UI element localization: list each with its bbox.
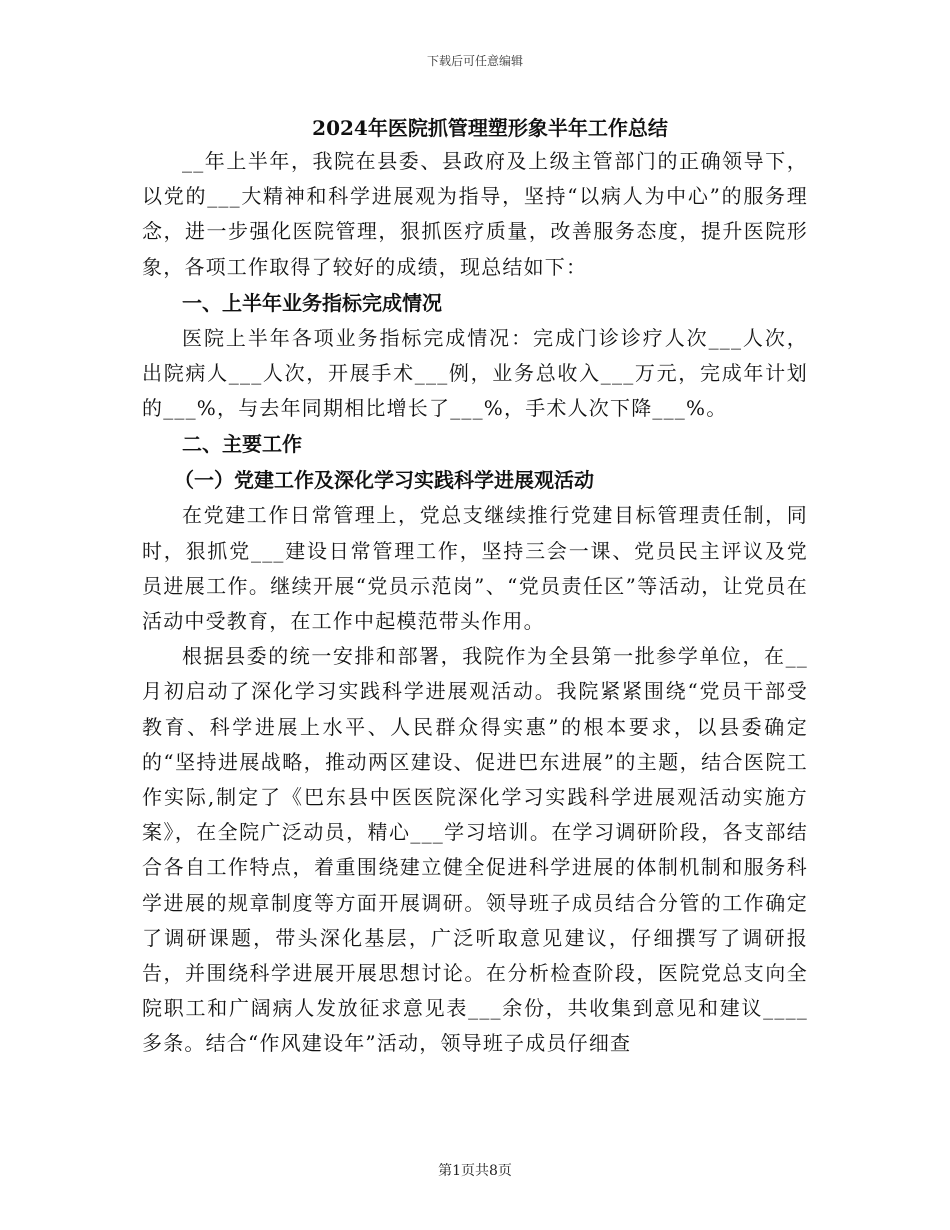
section-heading-1: 一、上半年业务指标完成情况 <box>182 290 442 315</box>
intro-paragraph: __年上半年，我院在县委、县政府及上级主管部门的正确领导下，以党的___大精神和科学进展观为指导，坚持“以病人为中心”的服务理念，进一步强化医院管理，狠抓医疗质量，改善服务态度，提升医院形象，各项工作取得了较好的成绩，现总结如下： <box>142 149 808 279</box>
document-title: 2024年医院抓管理塑形象半年工作总结 <box>312 116 668 140</box>
section-heading-2: 二、主要工作 <box>182 432 302 457</box>
indicators-paragraph: 医院上半年各项业务指标完成情况：完成门诊诊疗人次___人次，出院病人___人次，开展手术___例，业务总收入___万元，完成年计划的___%，与去年同期相比增长了___%，手术人次下降___%。 <box>142 325 808 421</box>
party-building-paragraph: 在党建工作日常管理上，党总支继续推行党建目标管理责任制，同时，狠抓党___建设日常管理工作，坚持三会一课、党员民主评议及党员进展工作。继续开展“党员示范岗”、“党员责任区”等活动，让党员在活动中受教育，在工作中起模范带头作用。 <box>142 503 808 634</box>
study-activity-paragraph: 根据县委的统一安排和部署，我院作为全县第一批参学单位，在__月初启动了深化学习实践科学进展观活动。我院紧紧围绕“党员干部受教育、科学进展上水平、人民群众得实惠”的根本要求，以县委确定的“坚持进展战略，推动两区建设、促进巴东进展”的主题，结合医院工作实际,制定了《巴东县中医医院深化学习实践科学进展观活动实施方案》，在全院广泛动员，精心___学习培训。在学习调研阶段，各支部结合各自工作特点，着重围绕建立健全促进科学进展的体制机制和服务科学进展的规章制度等方面开展调研。领导班子成员结合分管的工作确定了调研课题，带头深化基层，广泛听取意见建议，仔细撰写了调研报告，并围绕科学进展开展思想讨论。在分析检查阶段，医院党总支向全院职工和广阔病人发放征求意见表___余份，共收集到意见和建议____多条。结合“作风建设年”活动，领导班子成员仔细查 <box>142 644 808 1056</box>
document-body <box>142 112 808 1062</box>
subsection-heading-1: （一）党建工作及深化学习实践科学进展观活动 <box>174 468 594 493</box>
page-header: 下载后可任意编辑 <box>426 54 523 68</box>
page-footer: 第1页共8页 <box>438 1163 512 1179</box>
